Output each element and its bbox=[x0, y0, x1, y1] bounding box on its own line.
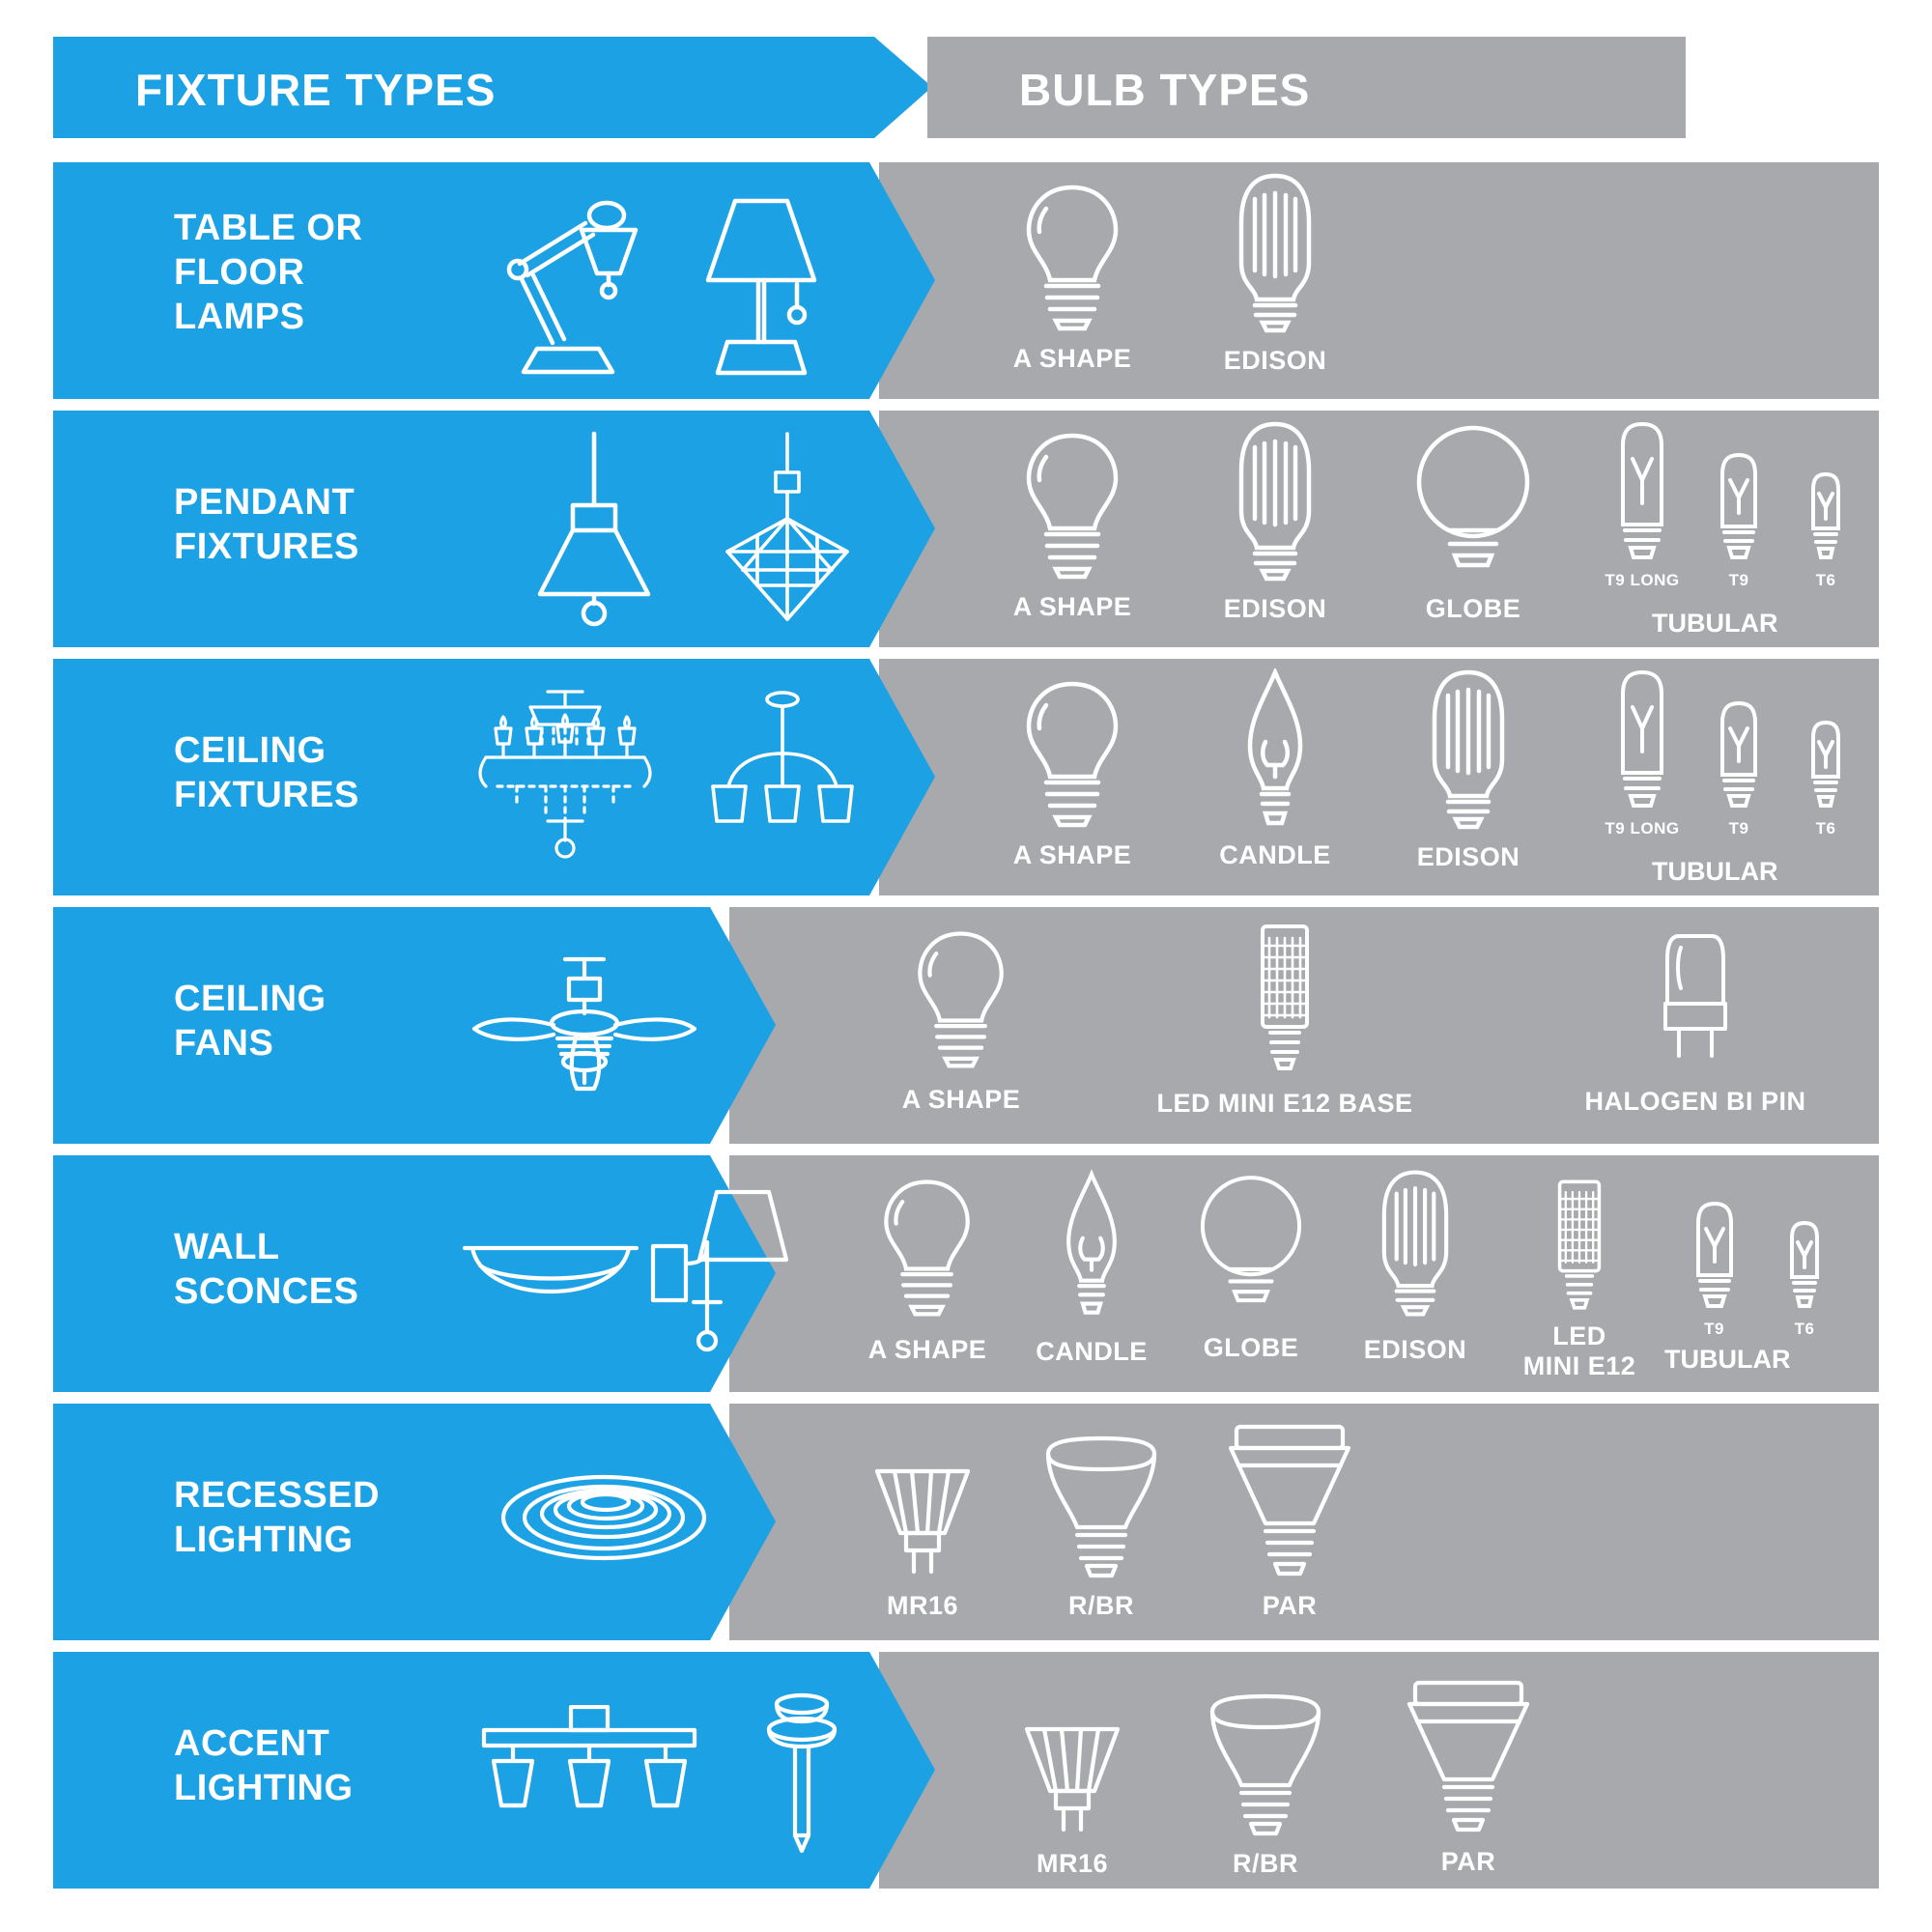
bulb-cell-a-shape bbox=[985, 180, 1159, 374]
bulb-cell-r-br bbox=[1009, 1435, 1193, 1621]
bulb-cell-r-br bbox=[1169, 1692, 1362, 1879]
bulb-group-label-tubular: TUBULAR bbox=[1652, 857, 1778, 886]
row5-fixture-label: WALL SCONCES bbox=[174, 1227, 359, 1312]
fixture-types-title: FIXTURE TYPES bbox=[135, 65, 497, 115]
row6-blue-arrow-tip bbox=[710, 1404, 776, 1640]
bulb-label-par: PAR bbox=[1262, 1591, 1318, 1620]
bulb-cell-edison bbox=[1377, 667, 1560, 872]
bulb-label-led-mini-e12-line1: LED bbox=[1552, 1321, 1606, 1350]
bulb-label-a-shape: A SHAPE bbox=[1012, 592, 1132, 621]
bulb-cell-tubular-t9 bbox=[1668, 1200, 1760, 1339]
bulb-label-t9: T9 bbox=[1728, 819, 1749, 838]
row3-blue-arrow-tip bbox=[869, 659, 935, 895]
row1-fixture-label: TABLE OR FLOOR LAMPS bbox=[174, 208, 363, 337]
chandelier-wide-icon bbox=[459, 686, 671, 869]
bulb-cell-edison bbox=[1333, 1167, 1497, 1365]
table-lamp-icon bbox=[681, 191, 845, 384]
bulb-label-halogen-bi-pin: HALOGEN BI PIN bbox=[1584, 1087, 1806, 1116]
ceiling-fan-icon bbox=[469, 953, 700, 1098]
desk-lamp-icon bbox=[493, 196, 667, 380]
bulb-cell-led-mini-e12-base bbox=[1101, 921, 1468, 1119]
bulb-types-title: BULB TYPES bbox=[1019, 65, 1311, 115]
bulb-label-mr16: MR16 bbox=[886, 1591, 959, 1620]
bulb-label-a-shape: A SHAPE bbox=[867, 1335, 987, 1364]
bulb-label-mr16: MR16 bbox=[1036, 1849, 1109, 1878]
row-wall-sconces bbox=[53, 1155, 1879, 1392]
row-pendant-fixtures bbox=[53, 411, 1879, 647]
bulb-label-globe: GLOBE bbox=[1203, 1333, 1299, 1362]
bulb-group-label-tubular: TUBULAR bbox=[1664, 1345, 1791, 1374]
bulb-cell-led-mini-e12 bbox=[1497, 1177, 1662, 1381]
row2-blue-arrow-tip bbox=[869, 411, 935, 647]
bulb-cell-tubular-t9 bbox=[1690, 699, 1787, 838]
bulb-label-led-mini-e12-line2: MINI E12 bbox=[1522, 1351, 1636, 1380]
header bbox=[53, 37, 1628, 138]
bulb-label-candle: CANDLE bbox=[1036, 1337, 1148, 1366]
bulb-cell-mr16 bbox=[980, 1721, 1164, 1879]
header-blue-arrow-tip bbox=[874, 37, 932, 138]
bulb-label-par: PAR bbox=[1440, 1847, 1496, 1876]
row7-fixture-label: ACCENT LIGHTING bbox=[174, 1723, 354, 1808]
bulb-label-t9: T9 bbox=[1728, 571, 1749, 589]
row3-fixture-label: CEILING FIXTURES bbox=[174, 730, 359, 815]
bulb-label-edison: EDISON bbox=[1223, 346, 1327, 375]
bulb-cell-halogen-bi-pin bbox=[1521, 928, 1869, 1117]
bulb-cell-globe bbox=[1169, 1171, 1333, 1363]
bulb-cell-candle bbox=[1009, 1169, 1174, 1367]
bulb-cell-tubular-t6 bbox=[1782, 470, 1869, 590]
sconce-shade-icon bbox=[647, 1186, 792, 1360]
bulb-label-led-mini-e12-base: LED MINI E12 BASE bbox=[1156, 1089, 1413, 1118]
pendant-cone-icon bbox=[526, 430, 662, 633]
bulb-label-globe: GLOBE bbox=[1425, 594, 1521, 623]
bulb-cell-tubular-t9-long bbox=[1589, 420, 1695, 590]
bulb-label-t6: T6 bbox=[1794, 1320, 1815, 1338]
row7-blue-arrow-tip bbox=[869, 1652, 935, 1889]
bulb-label-a-shape: A SHAPE bbox=[1012, 840, 1132, 869]
bulb-cell-tubular-t9 bbox=[1690, 451, 1787, 590]
row2-fixture-label: PENDANT FIXTURES bbox=[174, 482, 359, 567]
bulb-label-t9-long: T9 LONG bbox=[1605, 571, 1680, 589]
row-table-or-floor-lamps bbox=[53, 162, 1879, 399]
sconce-bowl-icon bbox=[459, 1225, 642, 1331]
bulb-label-candle: CANDLE bbox=[1219, 840, 1331, 869]
bulb-label-edison: EDISON bbox=[1223, 594, 1327, 623]
row1-blue-arrow-tip bbox=[869, 162, 935, 399]
row4-blue-arrow-tip bbox=[710, 907, 776, 1144]
bulb-label-r-br: R/BR bbox=[1068, 1591, 1134, 1620]
bulb-cell-a-shape bbox=[985, 676, 1159, 870]
bulb-cell-a-shape bbox=[985, 428, 1159, 622]
bulb-cell-par bbox=[1193, 1423, 1386, 1621]
bulb-cell-tubular-t6 bbox=[1782, 719, 1869, 838]
bulb-cell-candle bbox=[1183, 668, 1367, 870]
bulb-cell-a-shape bbox=[845, 1175, 1009, 1365]
bulb-cell-globe bbox=[1386, 420, 1560, 624]
bulb-label-a-shape: A SHAPE bbox=[1012, 344, 1132, 373]
bulb-label-t6: T6 bbox=[1815, 571, 1836, 589]
bulb-cell-edison bbox=[1188, 418, 1362, 624]
pendant-cage-icon bbox=[710, 430, 865, 633]
row-recessed-lighting bbox=[53, 1404, 1879, 1640]
bulb-group-label-tubular: TUBULAR bbox=[1652, 609, 1778, 638]
bulb-cell-mr16 bbox=[836, 1463, 1009, 1621]
row-accent-lighting bbox=[53, 1652, 1879, 1889]
bulb-cell-a-shape bbox=[865, 926, 1058, 1115]
row4-fixture-label: CEILING FANS bbox=[174, 979, 327, 1064]
bulb-label-r-br: R/BR bbox=[1233, 1849, 1298, 1878]
bulb-label-edison: EDISON bbox=[1416, 842, 1520, 871]
recessed-can-icon bbox=[497, 1469, 710, 1576]
bulb-label-t9-long: T9 LONG bbox=[1605, 819, 1680, 838]
path-light-icon bbox=[758, 1690, 845, 1855]
row-ceiling-fixtures bbox=[53, 659, 1879, 895]
chandelier-small-icon bbox=[696, 686, 869, 860]
bulb-label-t9: T9 bbox=[1704, 1320, 1724, 1338]
row6-fixture-label: RECESSED LIGHTING bbox=[174, 1475, 381, 1560]
track-light-icon bbox=[478, 1705, 700, 1840]
bulb-cell-tubular-t6 bbox=[1761, 1219, 1848, 1339]
bulb-cell-par bbox=[1367, 1679, 1570, 1877]
bulb-label-edison: EDISON bbox=[1363, 1335, 1467, 1364]
row-ceiling-fans bbox=[53, 907, 1879, 1144]
bulb-label-t6: T6 bbox=[1815, 819, 1836, 838]
bulb-cell-tubular-t9-long bbox=[1589, 668, 1695, 838]
bulb-cell-edison bbox=[1188, 170, 1362, 376]
bulb-label-a-shape: A SHAPE bbox=[901, 1085, 1021, 1114]
